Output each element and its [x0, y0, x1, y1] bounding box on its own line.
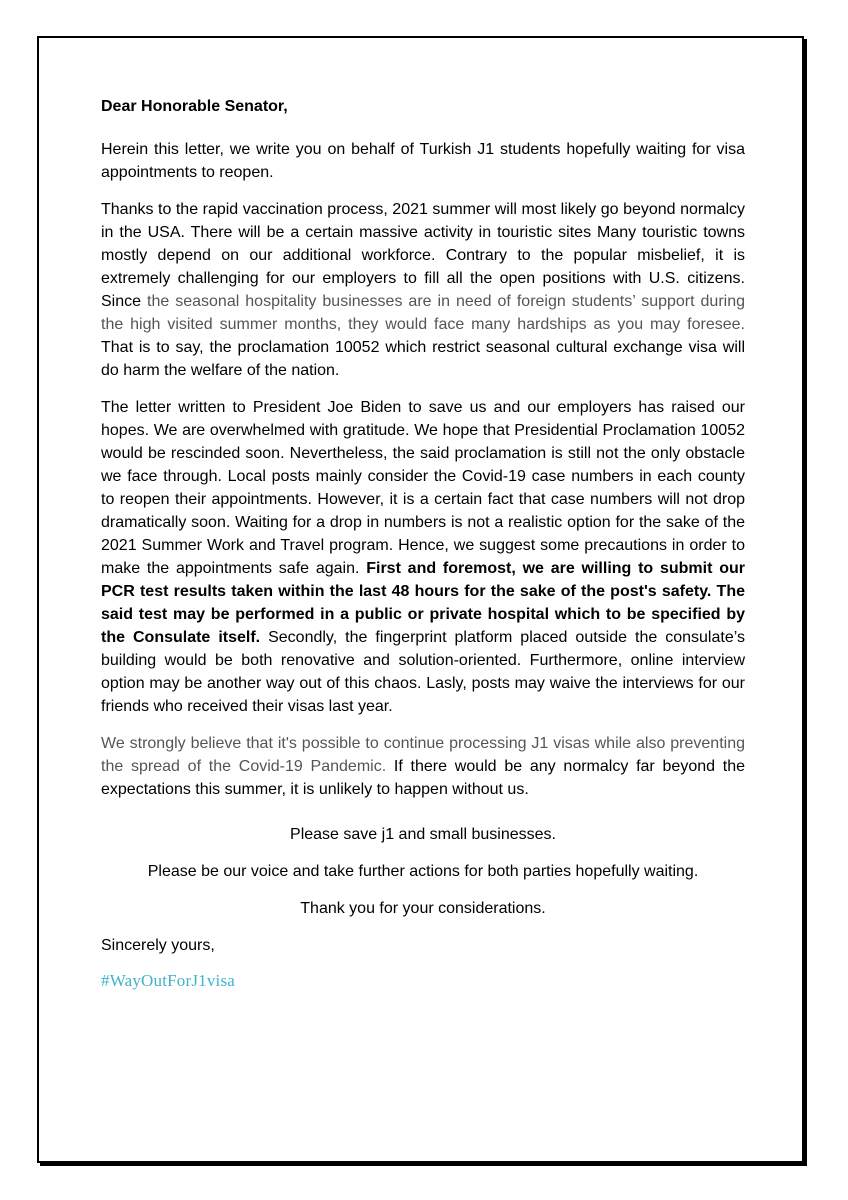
- closing-sincerely: Sincerely yours,: [101, 937, 215, 954]
- paragraph-vaccination-highlight: the seasonal hospitality businesses are in need of foreign students’ support during the high visited summer months, they would face many hardships as you may foresee.: [101, 293, 746, 333]
- salutation: Dear Honorable Senator,: [101, 98, 288, 115]
- hashtag-signature: #WayOutForJ1visa: [101, 971, 236, 990]
- paragraph-intro: Herein this letter, we write you on behalf of Turkish J1 students hopefully waiting for visa appointments to reopen.: [101, 141, 745, 181]
- thank-you-line: Thank you for your considerations.: [300, 900, 546, 917]
- paragraph-proposals-part-c: Secondly, the fingerprint platform placed outside the consulate’s building would be both renovative and solution-oriented. Furthermore, online interview option may be another way out of this chaos. Lasly, posts may waive the interviews for our friends who received their visas last year.: [101, 629, 745, 715]
- paragraph-proposals-bold: First and foremost, we are willing to submit our PCR test results taken within the last 48 hours for the sake of the post's safety. The said test may be performed in a public or private hospital which to be specified by the Consulate itself.: [101, 560, 745, 646]
- paragraph-vaccination-part-a: Thanks to the rapid vaccination process, 2021 summer will most likely go beyond normalcy in the USA. There will be a certain massive activity in touristic sites Many touristic towns mostly depend on our additional workforce. Contrary to the popular misbelief, it is extremely challenging for our employers to fill all the open positions with U.S. citizens. Since: [101, 201, 745, 310]
- paragraph-belief: [101, 732, 745, 801]
- paragraph-vaccination-part-c: That is to say, the proclamation 10052 which restrict seasonal cultural exchange visa will do harm the welfare of the nation.: [101, 339, 745, 379]
- letter-body: [101, 95, 745, 992]
- paragraph-proposals-part-a: The letter written to President Joe Biden to save us and our employers has raised our hopes. We are overwhelmed with gratitude. We hope that Presidential Proclamation 10052 would be rescinded soon. Nevertheless, the said proclamation is still not the only obstacle we face through. Local posts mainly consider the Covid-19 case numbers in each county to reopen their appointments. However, it is a certain fact that case numbers will not drop dramatically soon. Waiting for a drop in numbers is not a realistic option for the sake of the 2021 Summer Work and Travel program. Hence, we suggest some precautions in order to make the appointments safe again.: [101, 399, 745, 577]
- paragraph-proposals: [101, 396, 745, 718]
- paragraph-belief-highlight: We strongly believe that it's possible to continue processing J1 visas while also preventing the spread of the Covid-19 Pandemic.: [101, 735, 745, 775]
- paragraph-belief-part-b: If there would be any normalcy far beyond the expectations this summer, it is unlikely to happen without us.: [101, 758, 746, 798]
- appeal-save-j1: Please save j1 and small businesses.: [290, 826, 556, 843]
- appeal-be-our-voice: Please be our voice and take further actions for both parties hopefully waiting.: [147, 863, 699, 880]
- paragraph-vaccination: [101, 198, 745, 382]
